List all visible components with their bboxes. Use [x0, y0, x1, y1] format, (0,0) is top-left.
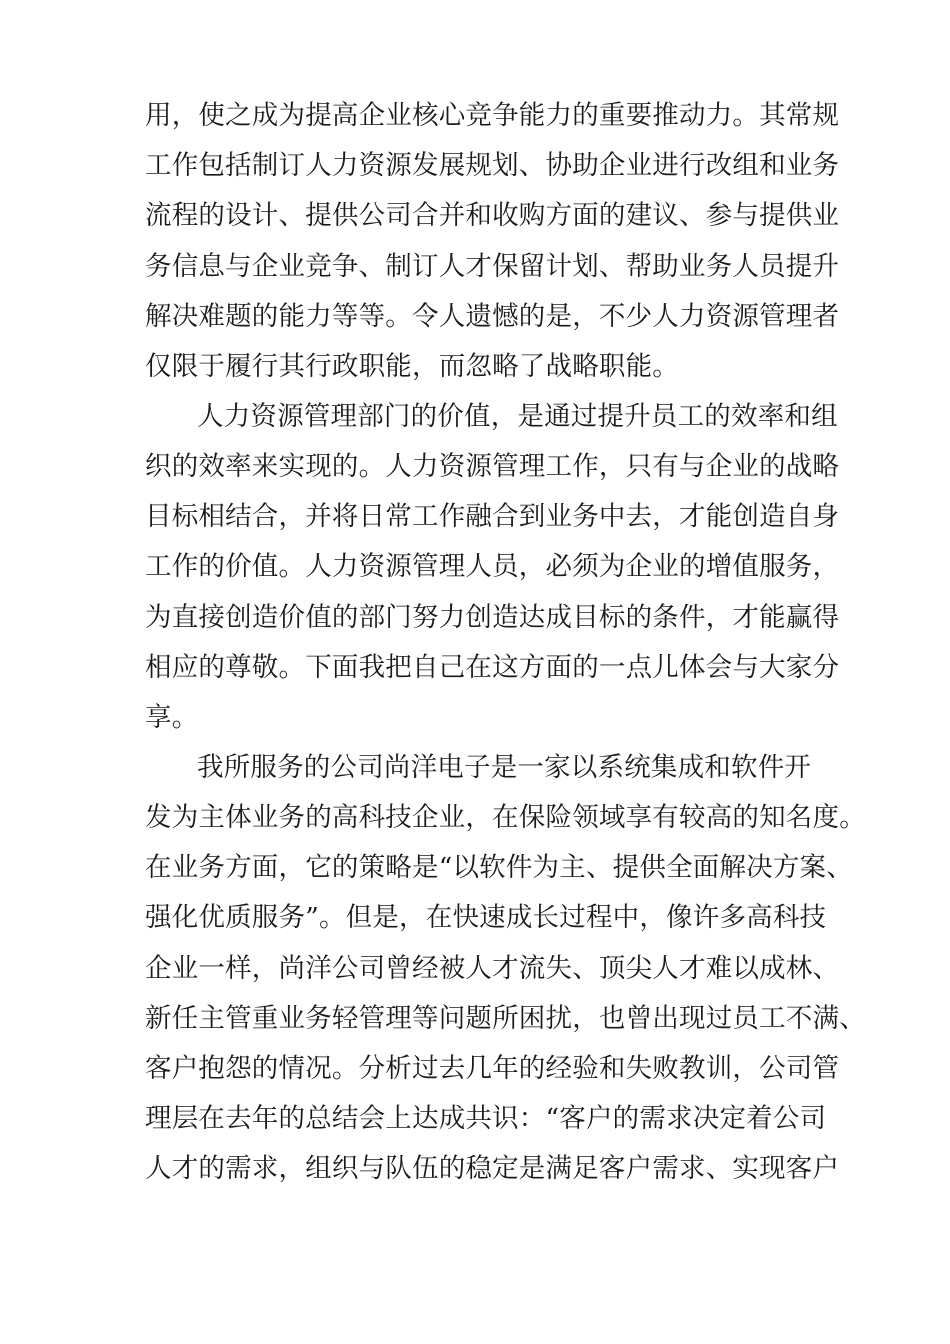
paragraph-3-line-1: 我所服务的公司尚洋电子是一家以系统集成和软件开 — [197, 752, 812, 783]
paragraph-1-line-5: 解决难题的能力等等。令人遗憾的是，不少人力资源管理者 — [145, 301, 840, 332]
paragraph-3-line-2: 发为主体业务的高科技企业，在保险领域享有较高的知名度。 — [145, 802, 866, 833]
paragraph-1-line-2: 工作包括制订人力资源发展规划、协助企业进行改组和业务 — [145, 150, 840, 181]
paragraph-3-line-4: 强化优质服务”。但是，在快速成长过程中，像许多高科技 — [145, 902, 827, 933]
paragraph-2-line-6: 相应的尊敬。下面我把自己在这方面的一点儿体会与大家分 — [145, 652, 840, 683]
paragraph-2-line-2: 织的效率来实现的。人力资源管理工作，只有与企业的战略 — [145, 451, 840, 482]
paragraph-1-line-3: 流程的设计、提供公司合并和收购方面的建议、参与提供业 — [145, 200, 840, 231]
paragraph-3-line-3: 在业务方面，它的策略是“以软件为主、提供全面解决方案、 — [145, 852, 853, 883]
paragraph-1-line-6: 仅限于履行其行政职能，而忽略了战略职能。 — [145, 351, 679, 382]
paragraph-3-line-8: 理层在去年的总结会上达成共识：“客户的需求决定着公司 — [145, 1103, 827, 1134]
paragraph-1-line-1: 用，使之成为提高企业核心竞争能力的重要推动力。其常规 — [145, 100, 840, 131]
paragraph-2-line-7: 享。 — [145, 702, 199, 733]
paragraph-2-line-5: 为直接创造价值的部门努力创造达成目标的条件，才能赢得 — [145, 602, 840, 633]
paragraph-3-line-5: 企业一样，尚洋公司曾经被人才流失、顶尖人才难以成林、 — [145, 953, 840, 984]
paragraph-3-line-7: 客户抱怨的情况。分析过去几年的经验和失败教训，公司管 — [145, 1053, 840, 1084]
paragraph-2-line-3: 目标相结合，并将日常工作融合到业务中去，才能创造自身 — [145, 501, 840, 532]
paragraph-2-line-4: 工作的价值。人力资源管理人员，必须为企业的增值服务， — [145, 551, 840, 582]
paragraph-3-line-6: 新任主管重业务轻管理等问题所困扰，也曾出现过员工不满、 — [145, 1003, 866, 1034]
paragraph-2-line-1: 人力资源管理部门的价值，是通过提升员工的效率和组 — [197, 401, 838, 432]
paragraph-3-line-9: 人才的需求，组织与队伍的稳定是满足客户需求、实现客户 — [145, 1153, 840, 1184]
paragraph-1-line-4: 务信息与企业竞争、制订人才保留计划、帮助业务人员提升 — [145, 251, 840, 282]
